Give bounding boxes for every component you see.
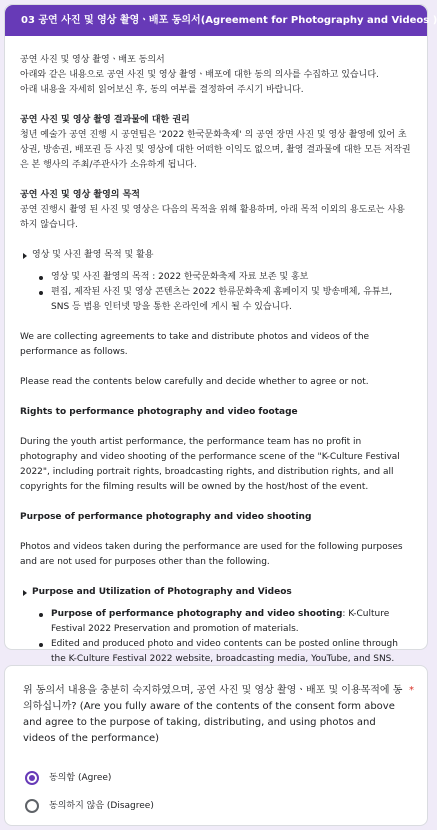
- ko-purpose-title: 공연 사진 및 영상 촬영의 목적: [20, 190, 140, 200]
- required-asterisk: *: [409, 685, 414, 696]
- list-item: 편집, 제작된 사진 및 영상 콘텐츠는 2022 한류문화축제 홈페이지 및 방송매체, 유튜브, SNS 등 범용 인터넷 망을 통한 온라인에 게시 될 수 있습니다.: [51, 285, 412, 315]
- option-disagree[interactable]: [23, 798, 412, 814]
- en-rights-body: During the youth artist performance, the performance team has no profit in photography and video shooting of the performance scene of the "K-Culture Festival 2022", including portrait rights, broadcasting rights, and distribution rights, and all copyrights for the filming results will be owned by the host/host of the event.: [20, 437, 400, 492]
- option-label: 동의하지 않음 (Disagree): [49, 800, 154, 811]
- ko-purpose-body: 공연 진행시 촬영 된 사진 및 영상은 다음의 목적을 위해 활용하며, 아래 목적 이외의 용도로는 사용하지 않습니다.: [20, 205, 405, 230]
- section-title: 03 공연 사진 및 영상 촬영ㆍ배포 동의서(Agreement for Photography and Videos ): [5, 5, 427, 36]
- ko-rights-title: 공연 사진 및 영상 촬영 결과물에 대한 권리: [20, 115, 190, 125]
- question-text: 위 동의서 내용을 충분히 숙지하였으며, 공연 사진 및 영상 촬영ㆍ배포 및 이용목적에 동의하십니까? (Are you fully aware of the contents of the consent form above and agree to the purpose of taking, distributing, and using photos and videos of the performance): [23, 685, 403, 744]
- en-purpose-list: [20, 607, 412, 667]
- triangle-right-icon: [23, 590, 27, 596]
- en-purpose-toggle[interactable]: [20, 585, 412, 600]
- ko-purpose-toggle[interactable]: [20, 248, 412, 263]
- section-card: [4, 4, 437, 664]
- ko-purpose-list: [20, 270, 412, 315]
- en-bullet-1-rest: : K-Culture Festival 2022 Preservation and promotion of materials.: [51, 609, 390, 634]
- en-purpose-body: Photos and videos taken during the performance are used for the following purposes and are not used for purposes other than the following.: [20, 542, 403, 567]
- en-intro-line-2: Please read the contents below carefully and decide whether to agree or not.: [20, 377, 369, 387]
- radio-checked-icon[interactable]: [25, 771, 39, 785]
- en-toggle-label: Purpose and Utilization of Photography and Videos: [32, 587, 292, 597]
- radio-group: [23, 770, 412, 814]
- option-label: 동의함 (Agree): [49, 772, 112, 783]
- question-card: [4, 665, 428, 826]
- list-item: Edited and produced photo and video contents can be posted online through the K-Culture Festival 2022 website, broadcasting media, YouTube, and SNS.: [51, 637, 412, 667]
- ko-intro-title: 공연 사진 및 영상 촬영ㆍ배포 동의서: [20, 55, 165, 65]
- triangle-right-icon: [23, 253, 27, 259]
- en-intro-line-1: We are collecting agreements to take and distribute photos and videos of the performance as follows.: [20, 332, 370, 357]
- list-item: [51, 607, 412, 637]
- list-item: 영상 및 사진 촬영의 목적 : 2022 한국문화축제 자료 보존 및 홍보: [51, 270, 412, 285]
- question-title: [23, 683, 412, 747]
- ko-rights-body: 청년 예술가 공연 진행 시 공연팀은 '2022 한국문화축제' 의 공연 장면 사진 및 영상 촬영에 있어 초상권, 방송권, 배포권 등 사진 및 영상에 대한 어떠한 이익도 없으며, 촬영 결과물에 대한 모든 저작권은 본 행사의 주최/주관사가 소유하게 됩니다.: [20, 130, 411, 170]
- ko-intro-line-2: 아래 내용을 자세히 읽어보신 후, 동의 여부를 결정하여 주시기 바랍니다.: [20, 85, 304, 95]
- en-rights-title: Rights to performance photography and video footage: [20, 407, 298, 417]
- section-description: [5, 36, 427, 667]
- option-agree[interactable]: [23, 770, 412, 786]
- ko-toggle-label: 영상 및 사진 촬영 목적 및 활용: [32, 250, 154, 260]
- radio-unchecked-icon[interactable]: [25, 799, 39, 813]
- ko-intro-line-1: 아래와 같은 내용으로 공연 사진 및 영상 촬영ㆍ배포에 대한 동의 의사를 수집하고 있습니다.: [20, 70, 379, 80]
- en-bullet-1-bold: Purpose of performance photography and video shooting: [51, 609, 343, 619]
- en-purpose-title: Purpose of performance photography and video shooting: [20, 512, 312, 522]
